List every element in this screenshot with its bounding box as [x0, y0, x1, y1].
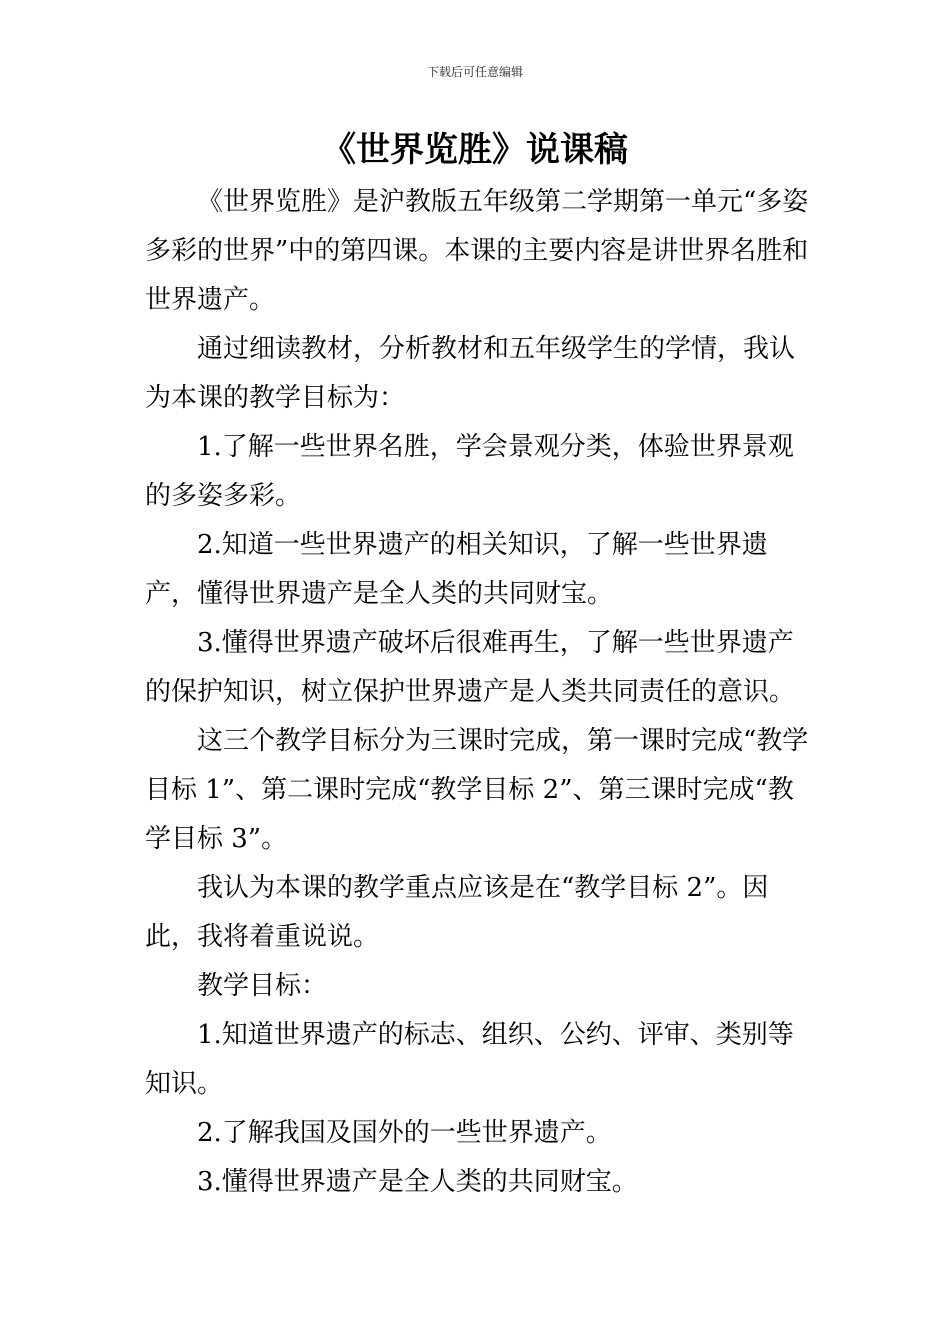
- paragraph-goal-3: 3.懂得世界遗产破坏后很难再生，了解一些世界遗产的保护知识，树立保护世界遗产是人类共同责任的意识。: [145, 628, 796, 707]
- paragraph-schedule: 这三个教学目标分为三课时完成，第一课时完成“教学目标 1”、第二课时完成“教学目标 2”、第三课时完成“教学目标 3”。: [145, 726, 809, 854]
- paragraph-subheading: 教学目标：: [197, 971, 328, 1001]
- paragraph-sub-goal-2: 2.了解我国及国外的一些世界遗产。: [197, 1118, 612, 1148]
- paragraph-sub-goal-3: 3.懂得世界遗产是全人类的共同财宝。: [197, 1167, 638, 1197]
- paragraph-analysis: 通过细读教材，分析教材和五年级学生的学情，我认为本课的教学目标为：: [145, 334, 796, 413]
- document-title: 《世界览胜》说课稿: [322, 130, 628, 170]
- paragraph-intro: 《世界览胜》是沪教版五年级第二学期第一单元“多姿多彩的世界”中的第四课。本课的主要内容是讲世界名胜和世界遗产。: [145, 187, 809, 315]
- paragraph-goal-2: 2.知道一些世界遗产的相关知识，了解一些世界遗产，懂得世界遗产是全人类的共同财宝。: [145, 530, 768, 609]
- paragraph-focus: 我认为本课的教学重点应该是在“教学目标 2”。因此，我将着重说说。: [145, 873, 769, 952]
- document-body: [145, 178, 815, 1207]
- header-note: 下载后可任意编辑: [426, 65, 523, 79]
- paragraph-sub-goal-1: 1.知道世界遗产的标志、组织、公约、评审、类别等知识。: [145, 1020, 794, 1099]
- paragraph-goal-1: 1.了解一些世界名胜，学会景观分类，体验世界景观的多姿多彩。: [145, 432, 794, 511]
